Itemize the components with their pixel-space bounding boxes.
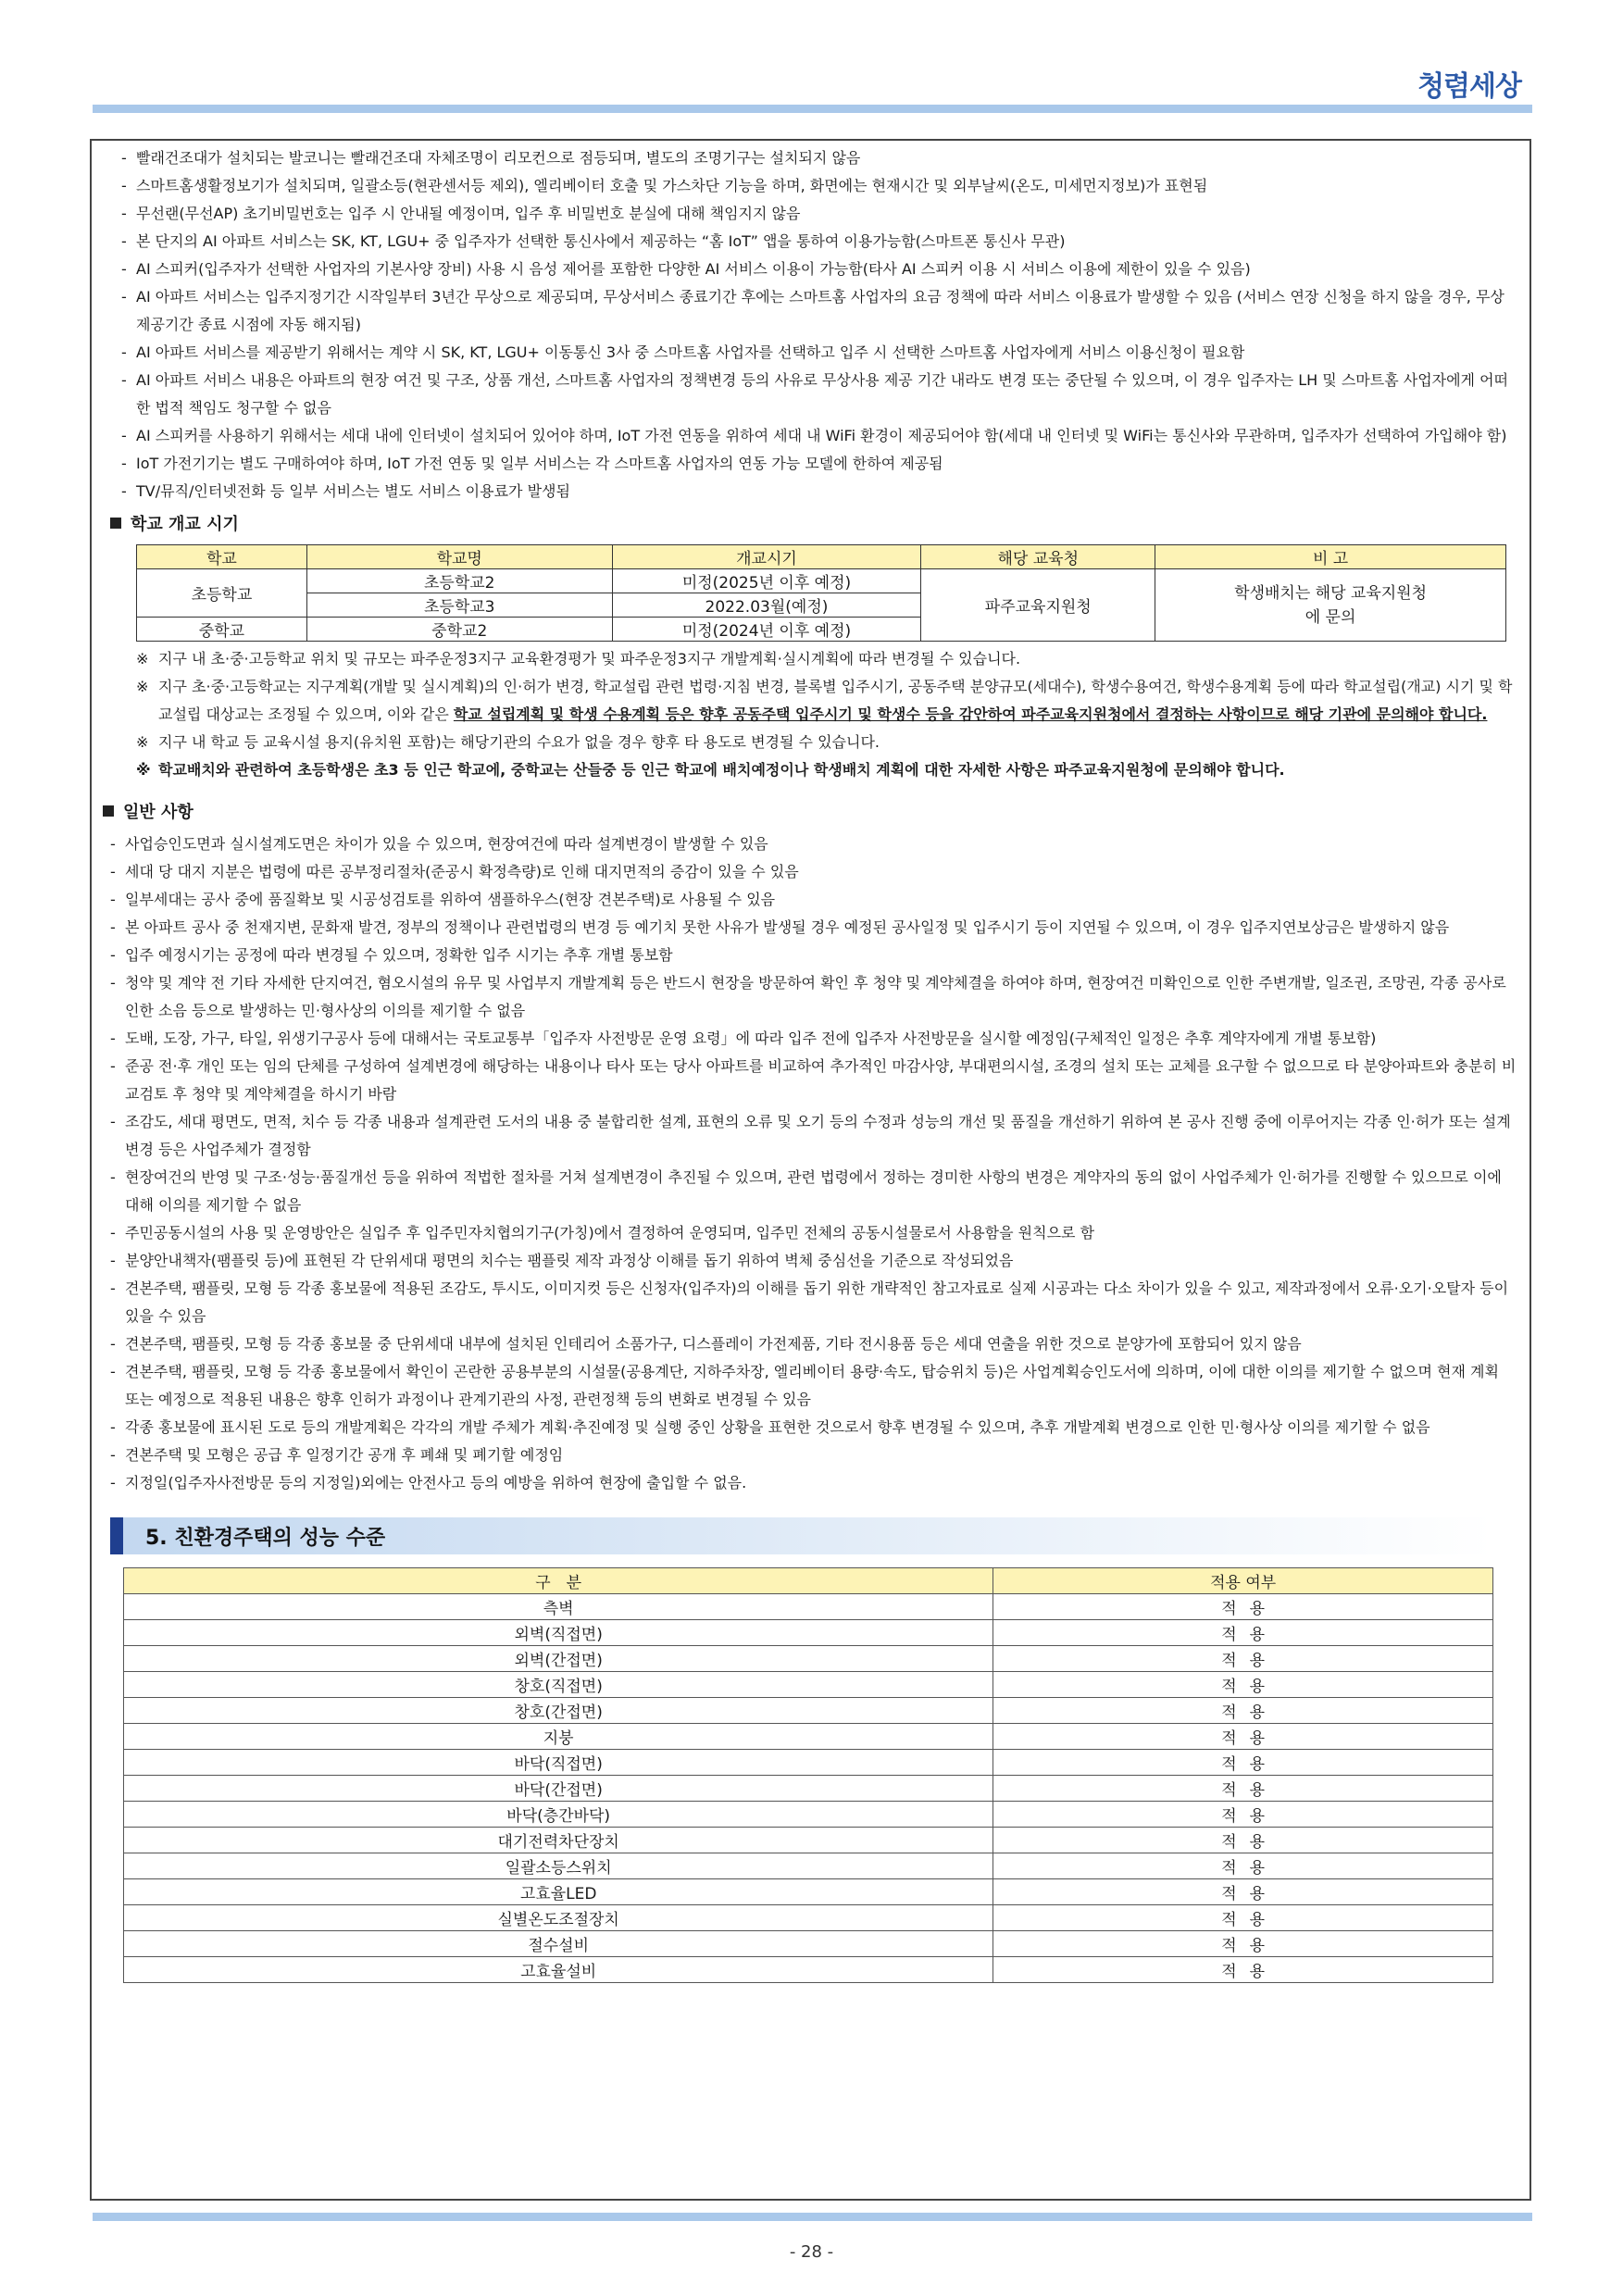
- list-item: - TV/뮤직/인터넷전화 등 일부 서비스는 별도 서비스 이용료가 발생됨: [110, 478, 1517, 505]
- list-item: - IoT 가전기기는 별도 구매하여야 하며, IoT 가전 연동 및 일부 서비스는 각 스마트홈 사업자의 연동 가능 모델에 한하여 제공됨: [110, 450, 1517, 478]
- table-row: [124, 1698, 1493, 1724]
- category-cell: 고효율설비: [124, 1957, 993, 1983]
- applied-cell: 적용: [993, 1750, 1493, 1776]
- school-name-cell: 초등학교2: [306, 569, 612, 593]
- list-item: - 현장여건의 반영 및 구조·성능·품질개선 등을 위하여 적법한 절차를 거쳐 설계변경이 추진될 수 있으며, 관련 법령에서 정하는 경미한 사항의 변경은 계약자의 동의 없이 사업주체가 인·허가를 진행할 수 있으므로 이에 대해 이의를 제기할 수 없음: [103, 1164, 1517, 1219]
- list-item: - AI 스피커(입주자가 선택한 사업자의 기본사양 장비) 사용 시 음성 제어를 포함한 다양한 AI 서비스 이용이 가능함(타사 AI 스피커 이용 시 서비스 이용에 제한이 있을 수 있음): [110, 256, 1517, 283]
- note-mark: ※: [136, 678, 149, 695]
- square-bullet-icon: [103, 805, 114, 817]
- list-item: - 견본주택, 팸플릿, 모형 등 각종 홍보물 중 단위세대 내부에 설치된 인테리어 소품가구, 디스플레이 가전제품, 기타 전시용품 등은 세대 연출을 위한 것으로 분양가에 포함되어 있지 않음: [103, 1330, 1517, 1358]
- applied-cell: 적용: [993, 1957, 1493, 1983]
- list-item: - 주민공동시설의 사용 및 운영방안은 실입주 후 입주민자치협의기구(가칭)에서 결정하여 운영되며, 입주민 전체의 공동시설물로서 사용함을 원칙으로 함: [103, 1219, 1517, 1247]
- table-row: [124, 1776, 1493, 1802]
- underlined-note: 학교 설립계획 및 학생 수용계획 등은 향후 공동주택 입주시기 및 학생수 등을 감안하여 파주교육지원청에서 결정하는 사항이므로 해당 기관에 문의해야 합니다.: [453, 705, 1488, 723]
- applied-cell: 적용: [993, 1853, 1493, 1879]
- category-cell: 바닥(층간바닥): [124, 1802, 993, 1828]
- header-logo: [1417, 63, 1521, 104]
- category-cell: 바닥(직접면): [124, 1750, 993, 1776]
- list-item: - 지정일(입주자사전방문 등의 지정일)외에는 안전사고 등의 예방을 위하여 현장에 출입할 수 없음.: [103, 1469, 1517, 1497]
- category-cell: 일괄소등스위치: [124, 1853, 993, 1879]
- list-item: - 준공 전·후 개인 또는 임의 단체를 구성하여 설계변경에 해당하는 내용이나 타사 또는 당사 아파트를 비교하여 추가적인 마감사양, 부대편의시설, 조경의 설치 또는 교체를 요구할 수 없으므로 타 분양아파트와 충분히 비교검토 후 청약 및 계약체결을 하시기 바람: [103, 1053, 1517, 1108]
- logo-text: 청렴세상: [1417, 70, 1521, 103]
- school-type-cell: 중학교: [137, 618, 307, 642]
- page-number: - 28 -: [789, 2242, 834, 2262]
- table-row: [124, 1931, 1493, 1957]
- header-remark: 비 고: [1155, 545, 1506, 569]
- bottom-divider: [93, 2213, 1532, 2221]
- category-cell: 절수설비: [124, 1931, 993, 1957]
- school-table-header: [137, 545, 1506, 569]
- note-item: ※ 지구 내 학교 등 교육시설 용지(유치원 포함)는 해당기관의 수요가 없을 경우 향후 타 용도로 변경될 수 있습니다.: [110, 729, 1517, 756]
- performance-table-header: [124, 1568, 1493, 1594]
- note-mark: ※: [136, 650, 149, 668]
- list-item: - 사업승인도면과 실시설계도면은 차이가 있을 수 있으며, 현장여건에 따라 설계변경이 발생할 수 있음: [103, 830, 1517, 858]
- table-row: [124, 1620, 1493, 1646]
- table-row: [137, 569, 1506, 593]
- school-section-title: 학교 개교 시기: [110, 511, 1517, 539]
- header-office: 해당 교육청: [921, 545, 1155, 569]
- list-item: - AI 스피커를 사용하기 위해서는 세대 내에 인터넷이 설치되어 있어야 하며, IoT 가전 연동을 위하여 세대 내 WiFi 환경이 제공되어야 함(세대 내 인터넷 및 WiFi는 통신사와 무관하며, 입주자가 선택하여 가입해야 함): [110, 422, 1517, 450]
- table-row: [124, 1828, 1493, 1853]
- applied-cell: 적용: [993, 1646, 1493, 1672]
- school-type-cell: 초등학교: [137, 569, 307, 618]
- table-row: [124, 1672, 1493, 1698]
- category-cell: 창호(간접면): [124, 1698, 993, 1724]
- office-cell: 파주교육지원청: [921, 569, 1155, 642]
- note-item: ※ 지구 내 초·중·고등학교 위치 및 규모는 파주운정3지구 교육환경평가 및 파주운정3지구 개발계획·실시계획에 따라 변경될 수 있습니다.: [110, 645, 1517, 673]
- list-item: - 빨래건조대가 설치되는 발코니는 빨래건조대 자체조명이 리모컨으로 점등되며, 별도의 조명기구는 설치되지 않음: [110, 144, 1517, 172]
- applied-cell: 적용: [993, 1879, 1493, 1905]
- list-item: - AI 아파트 서비스는 입주지정기간 시작일부터 3년간 무상으로 제공되며, 무상서비스 종료기간 후에는 스마트홈 사업자의 요금 정책에 따라 서비스 이용료가 발생할 수 있음 (서비스 연장 신청을 하지 않을 경우, 무상 제공기간 종료 시점에 자동 해지됨): [110, 283, 1517, 339]
- section5-heading: [110, 1517, 1517, 1554]
- list-item: - 각종 홍보물에 표시된 도로 등의 개발계획은 각각의 개발 주체가 계획·추진예정 및 실행 중인 상황을 표현한 것으로서 향후 변경될 수 있으며, 추후 개발계획 변경으로 인한 민·형사상 이의를 제기할 수 없음: [103, 1414, 1517, 1441]
- performance-table: [123, 1567, 1493, 1983]
- list-item: - 견본주택, 팸플릿, 모형 등 각종 홍보물에서 확인이 곤란한 공용부분의 시설물(공용계단, 지하주차장, 엘리베이터 용량·속도, 탑승위치 등)은 사업계획승인도서에 의하며, 이에 대한 이의를 제기할 수 없으며 현재 계획 또는 예정으로 적용된 내용은 향후 인허가 과정이나 관계기관의 사정, 관련정책 등의 변화로 변경될 수 있음: [103, 1358, 1517, 1414]
- applied-cell: 적용: [993, 1698, 1493, 1724]
- open-date-cell: 미정(2025년 이후 예정): [612, 569, 921, 593]
- school-name-cell: 중학교2: [306, 618, 612, 642]
- applied-cell: 적용: [993, 1594, 1493, 1620]
- open-date-cell: 미정(2024년 이후 예정): [612, 618, 921, 642]
- header-school-name: 학교명: [306, 545, 612, 569]
- list-item: - AI 아파트 서비스 내용은 아파트의 현장 여건 및 구조, 상품 개선, 스마트홈 사업자의 정책변경 등의 사유로 무상사용 제공 기간 내라도 변경 또는 중단될 수 있으며, 이 경우 입주자는 LH 및 스마트홈 사업자에게 어떠한 법적 책임도 청구할 수 없음: [110, 367, 1517, 422]
- header-applied: 적용 여부: [993, 1568, 1493, 1594]
- applied-cell: 적용: [993, 1672, 1493, 1698]
- applied-cell: 적용: [993, 1620, 1493, 1646]
- list-item: - AI 아파트 서비스를 제공받기 위해서는 계약 시 SK, KT, LGU+ 이동통신 3사 중 스마트홈 사업자를 선택하고 입주 시 선택한 스마트홈 사업자에게 서비스 이용신청이 필요함: [110, 339, 1517, 367]
- school-notes: [110, 645, 1517, 784]
- list-item: - 견본주택 및 모형은 공급 후 일정기간 공개 후 폐쇄 및 폐기할 예정임: [103, 1441, 1517, 1469]
- category-cell: 지붕: [124, 1724, 993, 1750]
- remark-cell: 학생배치는 해당 교육지원청에 문의: [1155, 569, 1506, 642]
- header-school: 학교: [137, 545, 307, 569]
- table-row: [124, 1802, 1493, 1828]
- table-row: [124, 1594, 1493, 1620]
- general-bullets: [103, 830, 1517, 1497]
- list-item: - 분양안내책자(팸플릿 등)에 표현된 각 단위세대 평면의 치수는 팸플릿 제작 과정상 이해를 돕기 위하여 벽체 중심선을 기준으로 작성되었음: [103, 1247, 1517, 1275]
- list-item: - 스마트홈생활정보기가 설치되며, 일괄소등(현관센서등 제외), 엘리베이터 호출 및 가스차단 기능을 하며, 화면에는 현재시간 및 외부날씨(온도, 미세먼지정보)가 표현됨: [110, 172, 1517, 200]
- list-item: - 무선랜(무선AP) 초기비밀번호는 입주 시 안내될 예정이며, 입주 후 비밀번호 분실에 대해 책임지지 않음: [110, 200, 1517, 228]
- table-row: [124, 1646, 1493, 1672]
- list-item: - 도배, 도장, 가구, 타일, 위생기구공사 등에 대해서는 국토교통부「입주자 사전방문 운영 요령」에 따라 입주 전에 입주자 사전방문을 실시할 예정임(구체적인 일정은 추후 계약자에게 개별 통보함): [103, 1025, 1517, 1053]
- content-body: [92, 141, 1529, 1983]
- open-date-cell: 2022.03월(예정): [612, 593, 921, 618]
- note-item: ※ 지구 초·중·고등학교는 지구계획(개발 및 실시계획)의 인·허가 변경, 학교설립 관련 법령·지침 변경, 블록별 입주시기, 공동주택 분양규모(세대수), 학생수용여건, 학생수용계획 등에 따라 학교설립(개교) 시기 및 학교설립 대상교는 조정될 수 있으며, 이와 같은 학교 설립계획 및 학생 수용계획 등은 향후 공동주택 입주시기 및 학생수 등을 감안하여 파주교육지원청에서 결정하는 사항이므로 해당 기관에 문의해야 합니다.: [110, 673, 1517, 729]
- applied-cell: 적용: [993, 1724, 1493, 1750]
- school-table: [136, 544, 1506, 642]
- smart-home-bullets: [110, 144, 1517, 505]
- section5-title: 5. 친환경주택의 성능 수준: [145, 1527, 386, 1550]
- applied-cell: 적용: [993, 1776, 1493, 1802]
- list-item: - 일부세대는 공사 중에 품질확보 및 시공성검토를 위하여 샘플하우스(현장 견본주택)로 사용될 수 있음: [103, 886, 1517, 914]
- square-bullet-icon: [110, 518, 121, 529]
- applied-cell: 적용: [993, 1828, 1493, 1853]
- table-row: [124, 1750, 1493, 1776]
- table-row: [124, 1957, 1493, 1983]
- header-category: 구 분: [124, 1568, 993, 1594]
- list-item: - 견본주택, 팸플릿, 모형 등 각종 홍보물에 적용된 조감도, 투시도, 이미지컷 등은 신청자(입주자)의 이해를 돕기 위한 개략적인 참고자료로 실제 시공과는 다소 차이가 있을 수 있고, 제작과정에서 오류·오기·오탈자 등이 있을 수 있음: [103, 1275, 1517, 1330]
- school-name-cell: 초등학교3: [306, 593, 612, 618]
- list-item: - 세대 당 대지 지분은 법령에 따른 공부정리절차(준공시 확정측량)로 인해 대지면적의 증감이 있을 수 있음: [103, 858, 1517, 886]
- category-cell: 바닥(간접면): [124, 1776, 993, 1802]
- category-cell: 외벽(직접면): [124, 1620, 993, 1646]
- table-row: [124, 1853, 1493, 1879]
- table-row: [124, 1724, 1493, 1750]
- list-item: - 조감도, 세대 평면도, 면적, 치수 등 각종 내용과 설계관련 도서의 내용 중 불합리한 설계, 표현의 오류 및 오기 등의 수정과 성능의 개선 및 품질을 개선하기 위하여 본 공사 진행 중에 이루어지는 각종 인·허가 또는 설계변경 등은 사업주체가 결정함: [103, 1108, 1517, 1164]
- note-mark: ※: [136, 761, 151, 779]
- category-cell: 대기전력차단장치: [124, 1828, 993, 1853]
- note-mark: ※: [136, 733, 149, 751]
- note-item: ※ 학교배치와 관련하여 초등학생은 초3 등 인근 학교에, 중학교는 산들중 등 인근 학교에 배치예정이나 학생배치 계획에 대한 자세한 사항은 파주교육지원청에 문의해야 합니다.: [110, 756, 1517, 784]
- table-row: [124, 1905, 1493, 1931]
- section-marker: [110, 1517, 123, 1554]
- category-cell: 고효율LED: [124, 1879, 993, 1905]
- category-cell: 창호(직접면): [124, 1672, 993, 1698]
- applied-cell: 적용: [993, 1802, 1493, 1828]
- category-cell: 실별온도조절장치: [124, 1905, 993, 1931]
- header-open-date: 개교시기: [612, 545, 921, 569]
- table-row: [124, 1879, 1493, 1905]
- category-cell: 측벽: [124, 1594, 993, 1620]
- top-divider: [93, 105, 1532, 113]
- list-item: - 본 단지의 AI 아파트 서비스는 SK, KT, LGU+ 중 입주자가 선택한 통신사에서 제공하는 “홈 IoT” 앱을 통하여 이용가능함(스마트폰 통신사 무관): [110, 228, 1517, 256]
- list-item: - 본 아파트 공사 중 천재지변, 문화재 발견, 정부의 정책이나 관련법령의 변경 등 예기치 못한 사유가 발생될 경우 예정된 공사일정 및 입주시기 등이 지연될 수 있으며, 이 경우 입주지연보상금은 발생하지 않음: [103, 914, 1517, 942]
- list-item: - 입주 예정시기는 공정에 따라 변경될 수 있으며, 정확한 입주 시기는 추후 개별 통보함: [103, 942, 1517, 969]
- category-cell: 외벽(간접면): [124, 1646, 993, 1672]
- applied-cell: 적용: [993, 1905, 1493, 1931]
- applied-cell: 적용: [993, 1931, 1493, 1957]
- content-frame: [90, 139, 1531, 2201]
- list-item: - 청약 및 계약 전 기타 자세한 단지여건, 혐오시설의 유무 및 사업부지 개발계획 등은 반드시 현장을 방문하여 확인 후 청약 및 계약체결을 하여야 하며, 현장여건 미확인으로 인한 주변개발, 일조권, 조망권, 각종 공사로 인한 소음 등으로 발생하는 민·형사상의 이의를 제기할 수 없음: [103, 969, 1517, 1025]
- general-section-title: 일반 사항: [103, 799, 1517, 827]
